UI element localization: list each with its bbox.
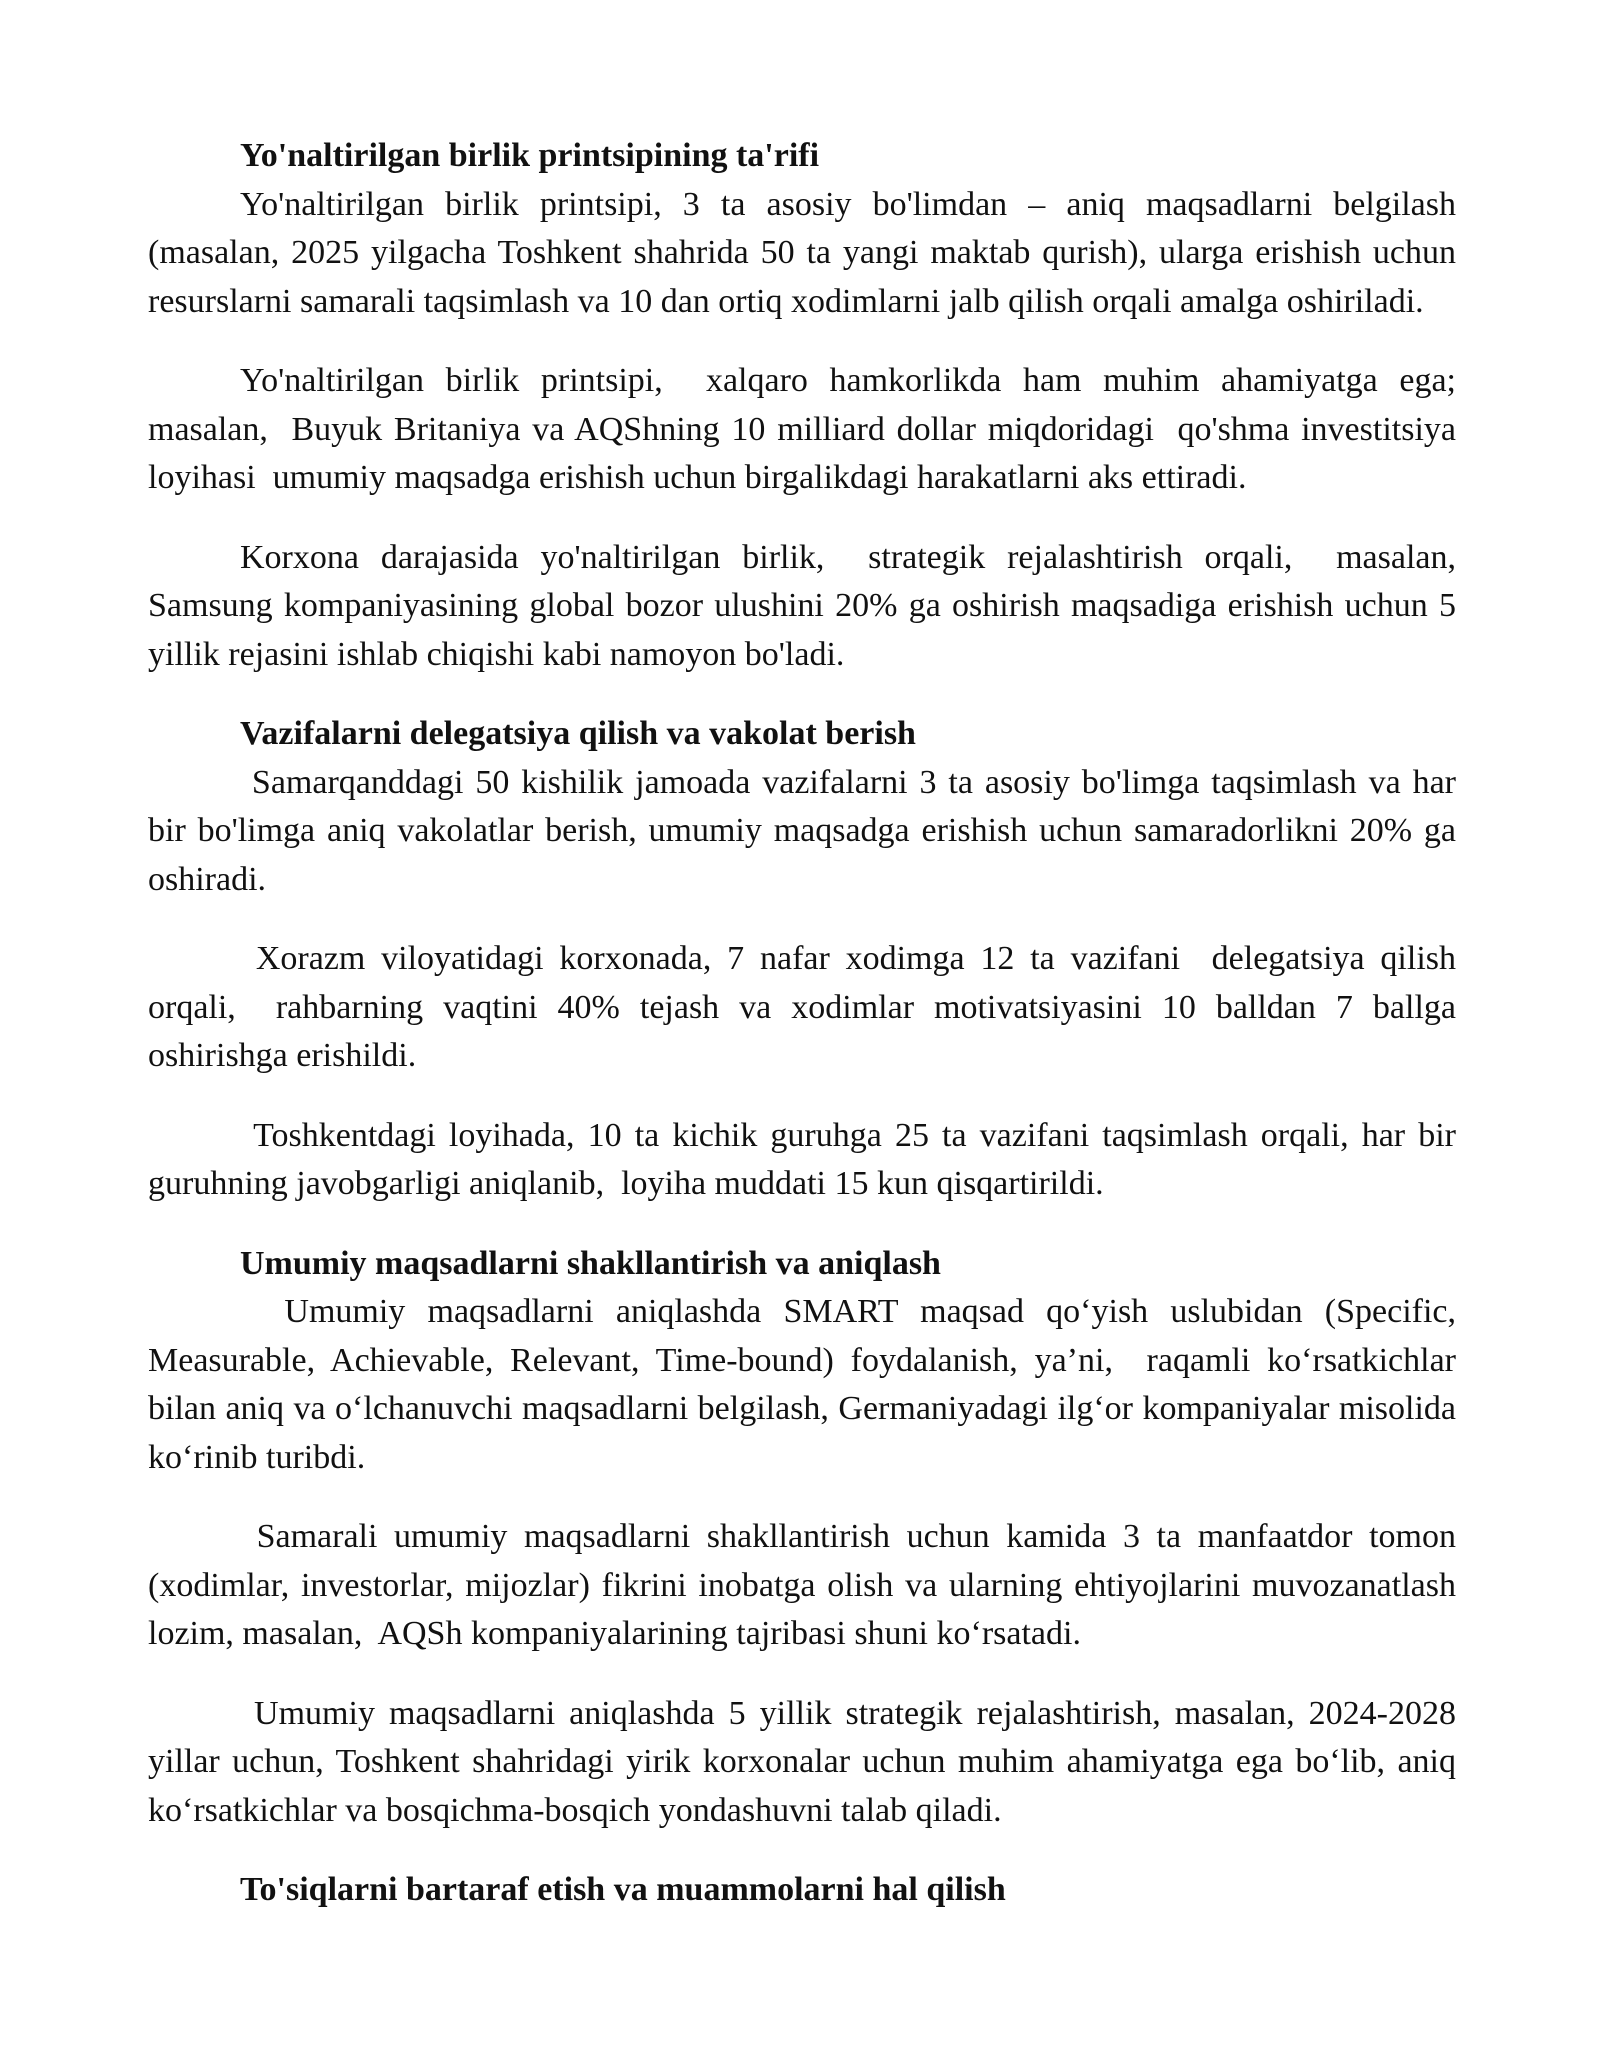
section-heading: Yo'naltirilgan birlik printsipining ta'rifi <box>240 137 820 174</box>
paragraph: Yo'naltirilgan birlik printsipi, xalqaro hamkorlikda ham muhim ahamiyatga ega; masalan, Buyuk Britaniya va AQShning 10 milliard dollar miqdoridagi qo'shma investitsiya loyihasi umumiy maqsadga erishish uchun birgalikdagi harakatlarni aks ettiradi. <box>148 362 1465 496</box>
paragraph: Umumiy maqsadlarni aniqlashda 5 yillik strategik rejalashtirish, masalan, 2024-2028 yillar uchun, Toshkent shahridagi yirik korxonalar uchun muhim ahamiyatga ega bo‘lib, aniq ko‘rsatkichlar va bosqichma-bosqich yondashuvni talab qiladi. <box>148 1694 1465 1829</box>
paragraph: Samarali umumiy maqsadlarni shakllantirish uchun kamida 3 ta manfaatdor tomon (xodimlar, investorlar, mijozlar) fikrini inobatga olish va ularning ehtiyojlarini muvozanatlash lozim, masalan, AQSh kompaniyalarining tajribasi shuni ko‘rsatadi. <box>148 1518 1465 1652</box>
paragraph: Samarqanddagi 50 kishilik jamoada vazifalarni 3 ta asosiy bo'limga taqsimlash va har bir bo'limga aniq vakolatlar berish, umumiy maqsadga erishish uchun samaradorlikni 20% ga oshiradi. <box>148 763 1465 898</box>
document-page <box>148 132 1465 1915</box>
section-heading: Vazifalarni delegatsiya qilish va vakolat berish <box>240 715 916 752</box>
paragraph: Yo'naltirilgan birlik printsipi, 3 ta asosiy bo'limdan – aniq maqsadlarni belgilash (masalan, 2025 yilgacha Toshkent shahrida 50 ta yangi maktab qurish), ularga erishish uchun resurslarni samarali taqsimlash va 10 dan ortiq xodimlarni jalb qilish orqali amalga oshiriladi. <box>148 185 1465 320</box>
paragraph: Xorazm viloyatidagi korxonada, 7 nafar xodimga 12 ta vazifani delegatsiya qilish orqali, rahbarning vaqtini 40% tejash va xodimlar motivatsiyasini 10 balldan 7 ballga oshirishga erishildi. <box>148 940 1465 1074</box>
paragraph: Umumiy maqsadlarni aniqlashda SMART maqsad qo‘yish uslubidan (Specific, Measurable, Achievable, Relevant, Time-bound) foydalanish, ya’ni, raqamli ko‘rsatkichlar bilan aniq va o‘lchanuvchi maqsadlarni belgilash, Germaniyadagi ilg‘or kompaniyalar misolida ko‘rinib turibdi. <box>148 1293 1465 1476</box>
section-heading: Umumiy maqsadlarni shakllantirish va aniqlash <box>240 1244 941 1282</box>
paragraph: Toshkentdagi loyihada, 10 ta kichik guruhga 25 ta vazifani taqsimlash orqali, har bir guruhning javobgarligi aniqlanib, loyiha muddati 15 kun qisqartirildi. <box>148 1116 1465 1202</box>
section-heading: To'siqlarni bartaraf etish va muammolarni hal qilish <box>240 1871 1006 1908</box>
paragraph: Korxona darajasida yo'naltirilgan birlik, strategik rejalashtirish orqali, masalan, Samsung kompaniyasining global bozor ulushini 20% ga oshirish maqsadiga erishish uchun 5 yillik rejasini ishlab chiqishi kabi namoyon bo'ladi. <box>148 538 1465 673</box>
